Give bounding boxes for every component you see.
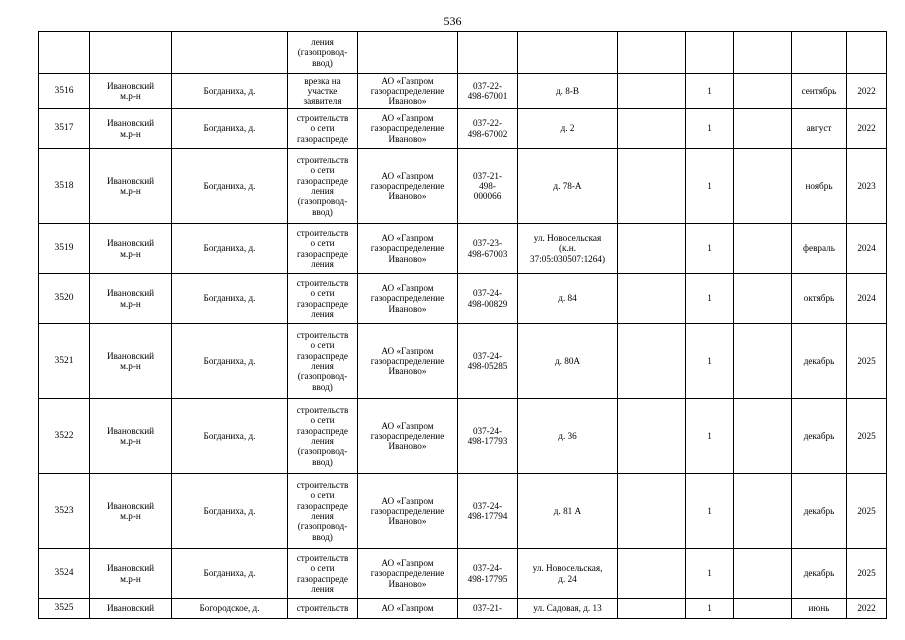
cell-district: Ивановский м.р-н bbox=[90, 549, 172, 599]
cell-district: Ивановский м.р-н bbox=[90, 109, 172, 149]
cell-work-type: строительств о сети газораспреде ления (газопровод- ввод) bbox=[288, 399, 358, 474]
cell-col8 bbox=[618, 399, 686, 474]
table-row bbox=[39, 74, 887, 109]
cell-num: 3522 bbox=[39, 399, 90, 474]
table-row bbox=[39, 109, 887, 149]
cell-district: Ивановский м.р-н bbox=[90, 224, 172, 274]
cell-locality: Богданиха, д. bbox=[172, 224, 288, 274]
cell-address: д. 80А bbox=[518, 324, 618, 399]
cell-year: 2025 bbox=[847, 549, 887, 599]
cell-year: 2024 bbox=[847, 274, 887, 324]
cell-col10 bbox=[734, 399, 792, 474]
cell-year: 2025 bbox=[847, 474, 887, 549]
cell-num: 3516 bbox=[39, 74, 90, 109]
cell-organization: АО «Газпром газораспределение Иваново» bbox=[358, 549, 458, 599]
cell-month: ноябрь bbox=[792, 149, 847, 224]
cell-year: 2022 bbox=[847, 109, 887, 149]
cell-col10 bbox=[734, 274, 792, 324]
table-row bbox=[39, 274, 887, 324]
cell-num: 3521 bbox=[39, 324, 90, 399]
cell-organization: АО «Газпром газораспределение Иваново» bbox=[358, 149, 458, 224]
cell-col10 bbox=[734, 599, 792, 619]
cell-address: ул. Садовая, д. 13 bbox=[518, 599, 618, 619]
cell-month: июнь bbox=[792, 599, 847, 619]
page-number: 536 bbox=[443, 14, 462, 28]
cell-num: 3519 bbox=[39, 224, 90, 274]
cell-month: сентябрь bbox=[792, 74, 847, 109]
cell-count: 1 bbox=[686, 224, 734, 274]
cell-organization: АО «Газпром газораспределение Иваново» bbox=[358, 474, 458, 549]
table-row bbox=[39, 549, 887, 599]
cell-count: 1 bbox=[686, 549, 734, 599]
cell-col8 bbox=[618, 109, 686, 149]
cell-organization: АО «Газпром газораспределение Иваново» bbox=[358, 109, 458, 149]
cell-col8 bbox=[618, 474, 686, 549]
cell-organization: АО «Газпром газораспределение Иваново» bbox=[358, 324, 458, 399]
cell-col8 bbox=[618, 32, 686, 74]
cell-num: 3520 bbox=[39, 274, 90, 324]
cell-work-type: врезка на участке заявителя bbox=[288, 74, 358, 109]
table-row bbox=[39, 324, 887, 399]
cell-col10 bbox=[734, 474, 792, 549]
cell-col10 bbox=[734, 109, 792, 149]
cell-col8 bbox=[618, 274, 686, 324]
cell-organization: АО «Газпром газораспределение Иваново» bbox=[358, 224, 458, 274]
cell-work-type: строительств bbox=[288, 599, 358, 619]
cell-work-type: строительств о сети газораспреде ления (газопровод- ввод) bbox=[288, 149, 358, 224]
cell-code: 037-21- 498- 000066 bbox=[458, 149, 518, 224]
cell-count: 1 bbox=[686, 74, 734, 109]
cell-num: 3518 bbox=[39, 149, 90, 224]
cell-address: д. 84 bbox=[518, 274, 618, 324]
cell-organization bbox=[358, 32, 458, 74]
cell-num: 3517 bbox=[39, 109, 90, 149]
cell-year: 2022 bbox=[847, 599, 887, 619]
cell-count: 1 bbox=[686, 109, 734, 149]
cell-col10 bbox=[734, 224, 792, 274]
cell-code: 037-21- bbox=[458, 599, 518, 619]
table-row bbox=[39, 149, 887, 224]
cell-district: Ивановский bbox=[90, 599, 172, 619]
cell-year: 2023 bbox=[847, 149, 887, 224]
cell-month: февраль bbox=[792, 224, 847, 274]
cell-code: 037-24- 498-00829 bbox=[458, 274, 518, 324]
cell-num bbox=[39, 32, 90, 74]
cell-year: 2024 bbox=[847, 224, 887, 274]
table-row bbox=[39, 399, 887, 474]
cell-address bbox=[518, 32, 618, 74]
cell-code: 037-24- 498-17793 bbox=[458, 399, 518, 474]
cell-col8 bbox=[618, 549, 686, 599]
cell-work-type: строительств о сети газораспреде ления bbox=[288, 274, 358, 324]
cell-count: 1 bbox=[686, 599, 734, 619]
table-row bbox=[39, 474, 887, 549]
cell-month: декабрь bbox=[792, 399, 847, 474]
cell-code: 037-24- 498-05285 bbox=[458, 324, 518, 399]
cell-count: 1 bbox=[686, 474, 734, 549]
cell-code: 037-23- 498-67003 bbox=[458, 224, 518, 274]
cell-code: 037-24- 498-17795 bbox=[458, 549, 518, 599]
cell-address: д. 36 bbox=[518, 399, 618, 474]
cell-col10 bbox=[734, 149, 792, 224]
cell-address: д. 8-В bbox=[518, 74, 618, 109]
cell-count: 1 bbox=[686, 274, 734, 324]
cell-code: 037-22- 498-67001 bbox=[458, 74, 518, 109]
cell-col8 bbox=[618, 324, 686, 399]
cell-month: декабрь bbox=[792, 549, 847, 599]
cell-organization: АО «Газпром газораспределение Иваново» bbox=[358, 399, 458, 474]
cell-address: д. 2 bbox=[518, 109, 618, 149]
cell-num: 3525 bbox=[39, 599, 90, 619]
cell-year: 2025 bbox=[847, 324, 887, 399]
cell-col8 bbox=[618, 74, 686, 109]
cell-col10 bbox=[734, 324, 792, 399]
table-row-continuation bbox=[39, 32, 887, 74]
cell-work-type: строительств о сети газораспреде bbox=[288, 109, 358, 149]
cell-work-type: строительств о сети газораспреде ления (газопровод- ввод) bbox=[288, 324, 358, 399]
cell-year bbox=[847, 32, 887, 74]
registry-table-body bbox=[39, 32, 887, 619]
cell-address: д. 78-А bbox=[518, 149, 618, 224]
cell-month: декабрь bbox=[792, 324, 847, 399]
cell-col8 bbox=[618, 149, 686, 224]
cell-district: Ивановский м.р-н bbox=[90, 74, 172, 109]
cell-num: 3524 bbox=[39, 549, 90, 599]
cell-code: 037-24- 498-17794 bbox=[458, 474, 518, 549]
cell-locality: Богданиха, д. bbox=[172, 324, 288, 399]
cell-col10 bbox=[734, 549, 792, 599]
cell-month: август bbox=[792, 109, 847, 149]
cell-work_type: ления (газопровод- ввод) bbox=[288, 32, 358, 74]
cell-locality: Богородское, д. bbox=[172, 599, 288, 619]
cell-locality: Богданиха, д. bbox=[172, 74, 288, 109]
cell-count: 1 bbox=[686, 149, 734, 224]
cell-count: 1 bbox=[686, 324, 734, 399]
cell-district: Ивановский м.р-н bbox=[90, 324, 172, 399]
table-row bbox=[39, 599, 887, 619]
cell-month bbox=[792, 32, 847, 74]
registry-table bbox=[38, 31, 887, 619]
cell-locality: Богданиха, д. bbox=[172, 474, 288, 549]
cell-col10 bbox=[734, 74, 792, 109]
cell-locality: Богданиха, д. bbox=[172, 109, 288, 149]
cell-work-type: строительств о сети газораспреде ления (газопровод- ввод) bbox=[288, 474, 358, 549]
cell-locality: Богданиха, д. bbox=[172, 549, 288, 599]
cell-work-type: строительств о сети газораспреде ления bbox=[288, 549, 358, 599]
cell-address: ул. Новосельская, д. 24 bbox=[518, 549, 618, 599]
cell-locality: Богданиха, д. bbox=[172, 149, 288, 224]
cell-code bbox=[458, 32, 518, 74]
cell-num: 3523 bbox=[39, 474, 90, 549]
cell-district: Ивановский м.р-н bbox=[90, 399, 172, 474]
cell-work-type: строительств о сети газораспреде ления bbox=[288, 224, 358, 274]
cell-locality: Богданиха, д. bbox=[172, 399, 288, 474]
cell-col8 bbox=[618, 599, 686, 619]
cell-district: Ивановский м.р-н bbox=[90, 474, 172, 549]
cell-locality: Богданиха, д. bbox=[172, 274, 288, 324]
cell-code: 037-22- 498-67002 bbox=[458, 109, 518, 149]
cell-month: октябрь bbox=[792, 274, 847, 324]
cell-organization: АО «Газпром газораспределение Иваново» bbox=[358, 274, 458, 324]
cell-district: Ивановский м.р-н bbox=[90, 274, 172, 324]
cell-year: 2025 bbox=[847, 399, 887, 474]
cell-district: Ивановский м.р-н bbox=[90, 149, 172, 224]
cell-district bbox=[90, 32, 172, 74]
cell-address: ул. Новосельская (к.н. 37:05:030507:1264) bbox=[518, 224, 618, 274]
cell-month: декабрь bbox=[792, 474, 847, 549]
cell-locality bbox=[172, 32, 288, 74]
cell-count bbox=[686, 32, 734, 74]
cell-organization: АО «Газпром газораспределение Иваново» bbox=[358, 74, 458, 109]
table-row bbox=[39, 224, 887, 274]
cell-col8 bbox=[618, 224, 686, 274]
cell-count: 1 bbox=[686, 399, 734, 474]
cell-year: 2022 bbox=[847, 74, 887, 109]
cell-address: д. 81 А bbox=[518, 474, 618, 549]
cell-organization: АО «Газпром bbox=[358, 599, 458, 619]
cell-col10 bbox=[734, 32, 792, 74]
